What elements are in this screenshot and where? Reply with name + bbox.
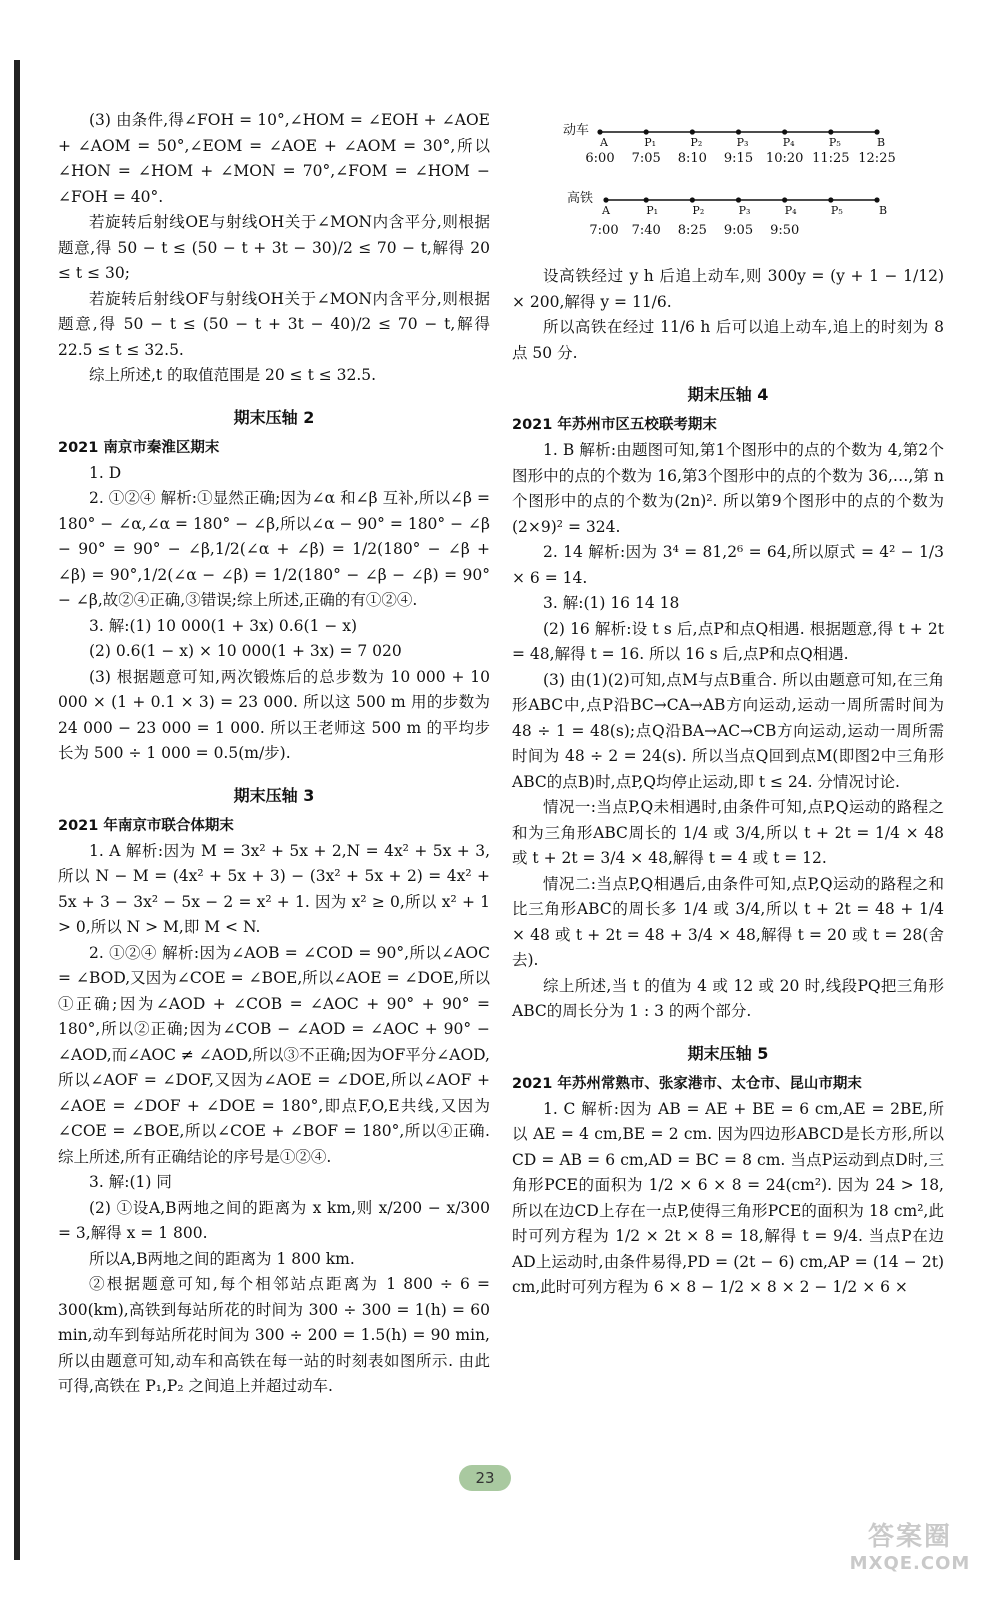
time-label: 6:00: [585, 151, 615, 166]
station-label: P₄: [784, 204, 797, 217]
answer: 2. ①②④ 解析:①显然正确;因为∠α 和∠β 互补,所以∠β = 180° − ∠α,∠α = 180° − ∠β,所以∠α − 90° = 180° − ∠β − 90° = 90° − ∠β,1/2(∠α + ∠β) = 1/2(180° − ∠β + ∠β) = 90°,1/2(∠α − ∠β) = 1/2(180° − ∠β − ∠β) = 90° − ∠β,故②④正确,③错误;综上所述,正确的有①②④.: [58, 489, 490, 609]
train-label: 动车: [562, 123, 590, 138]
station-dot: [782, 197, 787, 202]
source-heading: 2021 年苏州市区五校联考期末: [512, 417, 717, 433]
paragraph: 所以高铁在经过 11/6 h 后可以追上动车,追上的时刻为 8 点 50 分.: [512, 318, 944, 362]
paragraph: 综上所述,t 的取值范围是 20 ≤ t ≤ 32.5.: [89, 366, 377, 384]
section-title: 期末压轴 5: [687, 1043, 769, 1063]
paragraph: 若旋转后射线OF与射线OH关于∠MON内含平分,则根据题意,得 50 − t ≤ (50 − t + 3t − 40)/2 ≤ 70 − t,解得 22.5 ≤ t ≤ 32.5.: [58, 289, 490, 359]
watermark-line: 答案圈: [867, 1522, 952, 1552]
answer: 1. B 解析:由题图可知,第1个图形中的点的个数为 4,第2个图形中的点的个数为 16,第3个图形中的点的个数为 36,…,第 n 个图形中的点的个数为(2n)². 所以第9个图形中的点的个数为(2×9)² = 324.: [512, 441, 944, 536]
station-dot: [603, 197, 608, 202]
time-label: 9:50: [770, 223, 800, 238]
watermark-line: MXQE.COM: [849, 1553, 971, 1574]
station-label: P₃: [738, 204, 751, 217]
station-label: P₂: [690, 136, 703, 149]
answer: 3. 解:(1) 16 14 18: [543, 594, 680, 612]
answer: 3. 解:(1) 10 000(1 + 3x) 0.6(1 − x): [89, 616, 358, 635]
station-dot: [736, 129, 741, 134]
site-watermark: [845, 1516, 975, 1586]
station-dot: [644, 197, 649, 202]
station-label: P₂: [692, 204, 705, 217]
paragraph: 若旋转后射线OE与射线OH关于∠MON内含平分,则根据题意,得 50 − t ≤ (50 − t + 3t − 30)/2 ≤ 70 − t,解得 20 ≤ t ≤ 30;: [58, 213, 490, 282]
answer: (2) 0.6(1 − x) × 10 000(1 + 3x) = 7 020: [89, 642, 402, 660]
answer: 情况一:当点P,Q未相遇时,由条件可知,点P,Q运动的路程之和为三角形ABC周长的 1/4 或 3/4,所以 t + 2t = 1/4 × 48 或 t + 2t = 3/4 × 48,解得 t = 4 或 t = 12.: [512, 798, 944, 867]
time-label: 7:40: [631, 223, 661, 238]
answer: 1. D: [89, 463, 122, 482]
time-label: 9:05: [723, 223, 754, 238]
source-heading: 2021 南京市秦淮区期末: [58, 439, 220, 456]
time-label: 9:15: [723, 151, 754, 166]
page-number: 23: [459, 1465, 511, 1491]
answer: 综上所述,当 t 的值为 4 或 12 或 20 时,线段PQ把三角形ABC的周长分为 1 : 3 的两个部分.: [512, 976, 944, 1020]
station-dot: [690, 129, 695, 134]
answer: 2. 14 解析:因为 3⁴ = 81,2⁶ = 64,所以原式 = 4² − 1/3 × 6 = 14.: [512, 543, 944, 587]
time-label: 7:00: [589, 223, 619, 238]
station-dot: [736, 197, 741, 202]
answer: 所以A,B两地之间的距离为 1 800 km.: [89, 1249, 355, 1268]
paragraph: 设高铁经过 y h 后追上动车,则 300y = (y + 1 − 1/12) × 200,解得 y = 11/6.: [512, 267, 944, 311]
station-label: P₅: [830, 204, 843, 217]
timeline-diagram: [512, 118, 944, 258]
answer: 1. C 解析:因为 AB = AE + BE = 6 cm,AE = 2BE,所以 AE = 4 cm,BE = 2 cm. 因为四边形ABCD是长方形,所以 CD = AB = 6 cm,AD = BC = 8 cm. 当点P运动到点D时,三角形PCE的面积为 1/2 × 6 × 8 = 24(cm²). 因为 24 > 18,所以在边CD上存在一点P,使得三角形PCE的面积为 18 cm²,此时可列方程为 1/2 × 2t × 8 = 18,解得 t = 9/4. 当点P在边AD上运动时,由条件易得,PD = (2t − 6) cm,AP = (14 − 2t) cm,此时可列方程为 6 × 8 − 1/2 × 8 × 2 − 1/2 × 6 ×: [512, 1099, 944, 1296]
station-dot: [690, 197, 695, 202]
station-label: B: [878, 204, 888, 217]
answer: (3) 由(1)(2)可知,点M与点B重合. 所以由题意可知,在三角形ABC中,点P沿BC→CA→AB方向运动,运动一周所需时间为 48 ÷ 1 = 48(s);点Q沿BA→AC→CB方向运动,运动一周所需时间为 48 ÷ 2 = 24(s). 所以当点Q回到点M(即图2中三角形ABC的点B)时,点P,Q均停止运动,即 t ≤ 24. 分情况讨论.: [512, 670, 944, 791]
train-label: 高铁: [566, 191, 594, 206]
page-spine: [14, 60, 20, 1560]
source-heading: 2021 年南京市联合体期末: [58, 817, 234, 834]
station-dot: [874, 129, 879, 134]
station-label: A: [600, 136, 608, 149]
time-label: 10:20: [765, 151, 804, 166]
station-label: A: [602, 204, 610, 217]
answer: 1. A 解析:因为 M = 3x² + 5x + 2,N = 4x² + 5x + 3,所以 N − M = (4x² + 5x + 3) − (3x² + 5x + 2) = 4x² + 5x + 3 − 3x² − 5x − 2 = x² + 1. 因为 x² ≥ 0,所以 x² + 1 > 0,所以 N > M,即 M < N.: [58, 841, 490, 936]
time-label: 7:05: [631, 151, 661, 166]
station-dot: [828, 197, 833, 202]
station-label: P₁: [644, 136, 657, 149]
station-dot: [874, 197, 879, 202]
station-dot: [782, 129, 787, 134]
station-label: P₅: [828, 136, 841, 149]
source-heading: 2021 年苏州常熟市、张家港市、太仓市、昆山市期末: [512, 1075, 862, 1092]
station-label: P₁: [646, 204, 659, 217]
section-title: 期末压轴 4: [687, 385, 769, 404]
section-title: 期末压轴 3: [233, 785, 315, 805]
time-label: 8:10: [677, 151, 707, 166]
answer: (3) 根据题意可知,两次锻炼后的总步数为 10 000 + 10 000 × (1 + 0.1 × 3) = 23 000. 所以这 500 m 用的步数为 24 000 − 23 000 = 1 000. 所以王老师这 500 m 的平均步长为 500 ÷ 1 000 = 0.5(m/步).: [58, 667, 490, 762]
answer: (2) ①设A,B两地之间的距离为 x km,则 x/200 − x/300 = 3,解得 x = 1 800.: [58, 1198, 490, 1242]
paragraph: (3) 由条件,得∠FOH = 10°,∠HOM = ∠EOH + ∠AOE + ∠AOM = 50°,∠EOM = ∠AOE + ∠AOM = 30°,所以∠HON = ∠HOM + ∠MON = 70°,∠FOM = ∠HOM − ∠FOH = 40°.: [58, 111, 490, 206]
timeline-svg: [512, 118, 944, 258]
right-column: [512, 118, 944, 1301]
station-label: P₄: [782, 136, 795, 149]
station-label: B: [876, 136, 886, 149]
answer: 3. 解:(1) 同: [89, 1173, 172, 1191]
answer: 2. ①②④ 解析:因为∠AOB = ∠COD = 90°,所以∠AOC = ∠BOD,又因为∠COE = ∠BOE,所以∠AOE = ∠DOE,所以①正确;因为∠AOD + ∠COB = ∠AOC + 90° + 90° = 180°,所以②正确;因为∠COB − ∠AOD = ∠AOC + 90° − ∠AOD,而∠AOC ≠ ∠AOD,所以③不正确;因为OF平分∠AOD,所以∠AOF = ∠DOF,又因为∠AOE = ∠DOE,所以∠AOF + ∠AOE = ∠DOF + ∠DOE = 180°,即点F,O,E共线,又因为∠COE = ∠BOE,所以∠COE + ∠BOF = 180°,所以④正确. 综上所述,所有正确结论的序号是①②④.: [58, 943, 490, 1166]
section-title: 期末压轴 2: [233, 407, 315, 427]
left-column: [58, 108, 490, 1400]
answer: 情况二:当点P,Q相遇后,由条件可知,点P,Q运动的路程之和比三角形ABC的周长多 1/4 或 3/4,所以 t + 2t = 48 + 1/4 × 48 或 t + 2t = 48 + 3/4 × 48,解得 t = 20 或 t = 28(舍去).: [512, 874, 944, 969]
station-dot: [597, 129, 602, 134]
time-label: 11:25: [812, 151, 850, 166]
answer: (2) 16 解析:设 t s 后,点P和点Q相遇. 根据题意,得 t + 2t = 48,解得 t = 16. 所以 16 s 后,点P和点Q相遇.: [512, 619, 944, 663]
time-label: 12:25: [858, 151, 896, 166]
time-label: 8:25: [677, 223, 707, 238]
station-dot: [644, 129, 649, 134]
station-dot: [828, 129, 833, 134]
station-label: P₃: [736, 136, 749, 149]
answer: ②根据题意可知,每个相邻站点距离为 1 800 ÷ 6 = 300(km),高铁到每站所花的时间为 300 ÷ 300 = 1(h) = 60 min,动车到每站所花时间为 300 ÷ 200 = 1.5(h) = 90 min,所以由题意可知,动车和高铁在每一站的时刻表如图所示. 由此可得,高铁在 P₁,P₂ 之间追上并超过动车.: [58, 1275, 490, 1395]
